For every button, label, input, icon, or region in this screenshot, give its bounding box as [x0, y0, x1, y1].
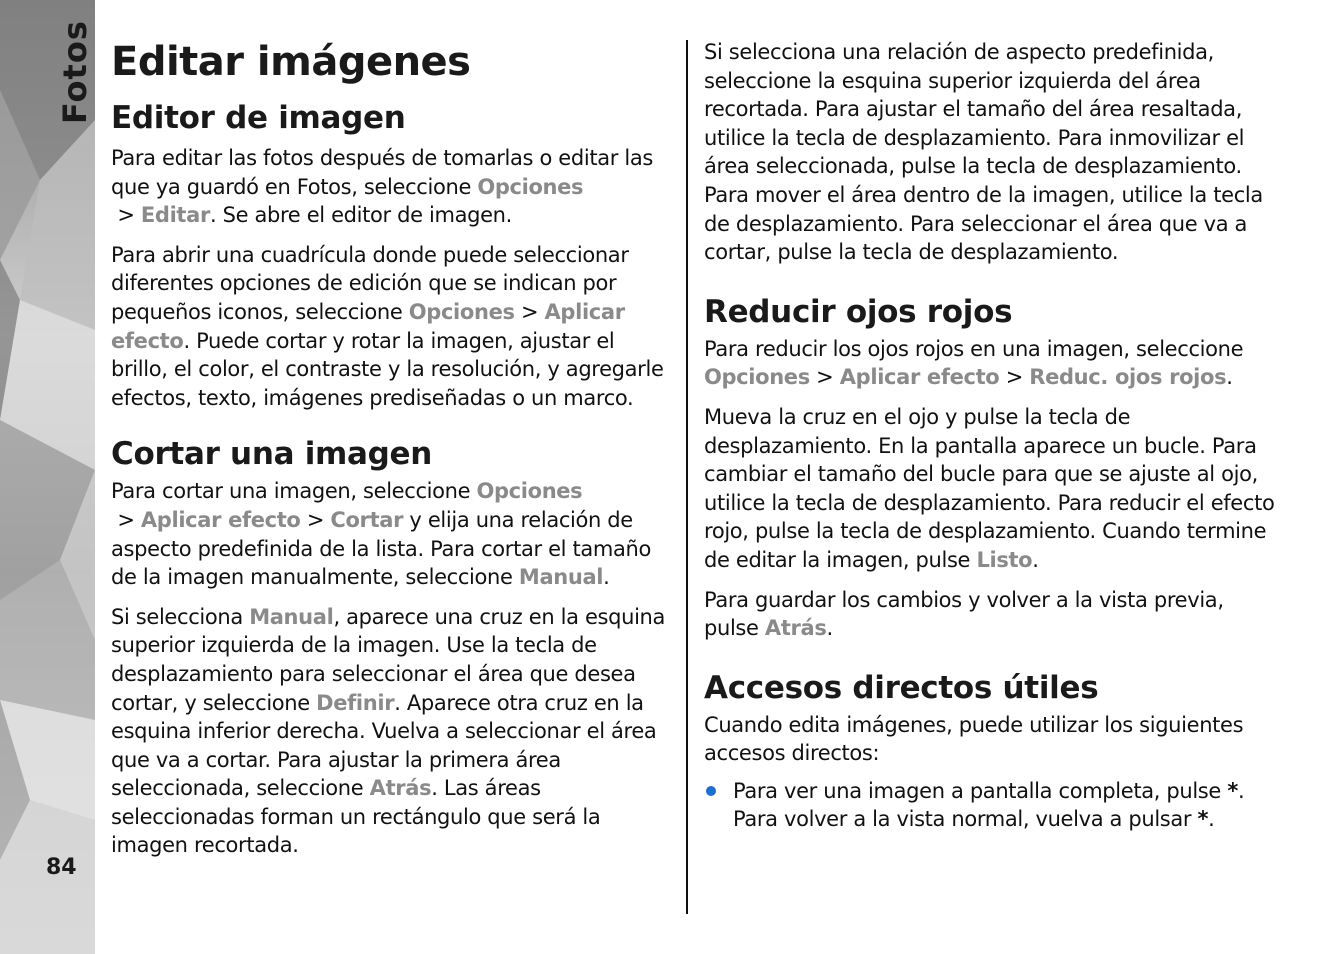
keyword-manual: Manual — [249, 604, 334, 629]
keyword-reduc-ojos-rojos: Reduc. ojos rojos — [1029, 365, 1227, 390]
keyword-definir: Definir — [316, 690, 395, 715]
paragraph-cortar-intro: Para cortar una imagen, seleccione Opciones > Aplicar efecto > Cortar y elija una relación de aspecto predefinida de la lista. Para cortar el tamaño de la imagen manualmente, seleccione Manual. — [111, 479, 651, 590]
right-column — [704, 0, 1284, 834]
keyword-opciones: Opciones — [476, 479, 583, 504]
keyword-aplicar-efecto: Aplicar efecto — [140, 507, 301, 532]
heading-accesos-directos: Accesos directos útiles — [704, 669, 1099, 706]
decorative-polygon-pattern — [0, 0, 95, 954]
bullet-dot-icon — [706, 786, 716, 796]
paragraph-cortar-predefinida: Si selecciona una relación de aspecto predefinida, seleccione la esquina superior izquierda del área recortada. Para ajustar el tamaño del área resaltada, utilice la tecla de desplazamiento. Para inmovilizar el área seleccionada, pulse la tecla de desplazamiento. Para mover el área dentro de la imagen, utilice la tecla de desplazamiento. Para seleccionar el área que va a cortar, pulse la tecla de desplazamiento. — [704, 40, 1263, 265]
list-item-pantalla-completa: Para ver una imagen a pantalla completa, pulse *. Para volver a la vista normal, vuelva a pulsar *. — [704, 777, 1284, 834]
section-tab-label: Fotos — [56, 20, 94, 124]
heading-editor-de-imagen: Editor de imagen — [111, 100, 406, 136]
page-number: 84 — [46, 855, 77, 880]
keyword-opciones: Opciones — [477, 174, 584, 199]
keyword-aplicar-efecto: Aplicar efecto — [839, 365, 1000, 390]
keyword-editar: Editar — [140, 203, 210, 228]
keyword-atras: Atrás — [764, 616, 827, 641]
heading-cortar-una-imagen: Cortar una imagen — [111, 436, 433, 473]
left-column — [111, 0, 676, 860]
paragraph-ojos-intro: Para reducir los ojos rojos en una imagen, seleccione Opciones > Aplicar efecto > Reduc. ojos rojos. — [704, 336, 1244, 390]
paragraph-cortar-manual: Si selecciona Manual, aparece una cruz en la esquina superior izquierda de la imagen. Use la tecla de desplazamiento para seleccionar el área que desea cortar, y seleccione Definir. Aparece otra cruz en la esquina inferior derecha. Vuelva a seleccionar el área que va a cortar. Para ajustar la primera área seleccionada, seleccione Atrás. Las áreas seleccionadas forman un rectángulo que será la imagen recortada. — [111, 604, 666, 858]
star-key: * — [1197, 807, 1209, 832]
paragraph-accesos-intro: Cuando edita imágenes, puede utilizar los siguientes accesos directos: — [704, 712, 1244, 766]
paragraph-ojos-guardar: Para guardar los cambios y volver a la vista previa, pulse Atrás. — [704, 587, 1224, 641]
keyword-listo: Listo — [976, 547, 1033, 572]
keyword-aplicar-efecto: Aplicar efecto — [111, 299, 625, 353]
keyword-manual: Manual — [518, 565, 604, 590]
section-sidebar — [0, 0, 95, 954]
paragraph-editor-grid: Para abrir una cuadrícula donde puede seleccionar diferentes opciones de edición que se indican por pequeños iconos, seleccione Opciones > Aplicar efecto. Puede cortar y rotar la imagen, ajustar el brillo, el color, el contraste y la resolución, y agregarle efectos, texto, imágenes prediseñadas o un marco. — [111, 242, 664, 410]
keyword-cortar: Cortar — [330, 507, 404, 532]
keyword-opciones: Opciones — [408, 299, 515, 324]
paragraph-editor-intro: Para editar las fotos después de tomarlas o editar las que ya guardó en Fotos, seleccione Opciones > Editar. Se abre el editor de imagen. — [111, 146, 653, 228]
star-key: * — [1227, 778, 1238, 803]
keyword-opciones: Opciones — [704, 365, 810, 390]
heading-reducir-ojos-rojos: Reducir ojos rojos — [704, 293, 1013, 330]
paragraph-ojos-cruz: Mueva la cruz en el ojo y pulse la tecla de desplazamiento. En la pantalla aparece un bucle. Para cambiar el tamaño del bucle para que se ajuste al ojo, utilice la tecla de desplazamiento. Para reducir el efecto rojo, pulse la tecla de desplazamiento. Cuando termine de editar la imagen, pulse Listo. — [704, 404, 1275, 572]
column-divider — [686, 40, 688, 914]
page-title: Editar imágenes — [111, 39, 471, 85]
keyword-atras: Atrás — [369, 776, 432, 801]
